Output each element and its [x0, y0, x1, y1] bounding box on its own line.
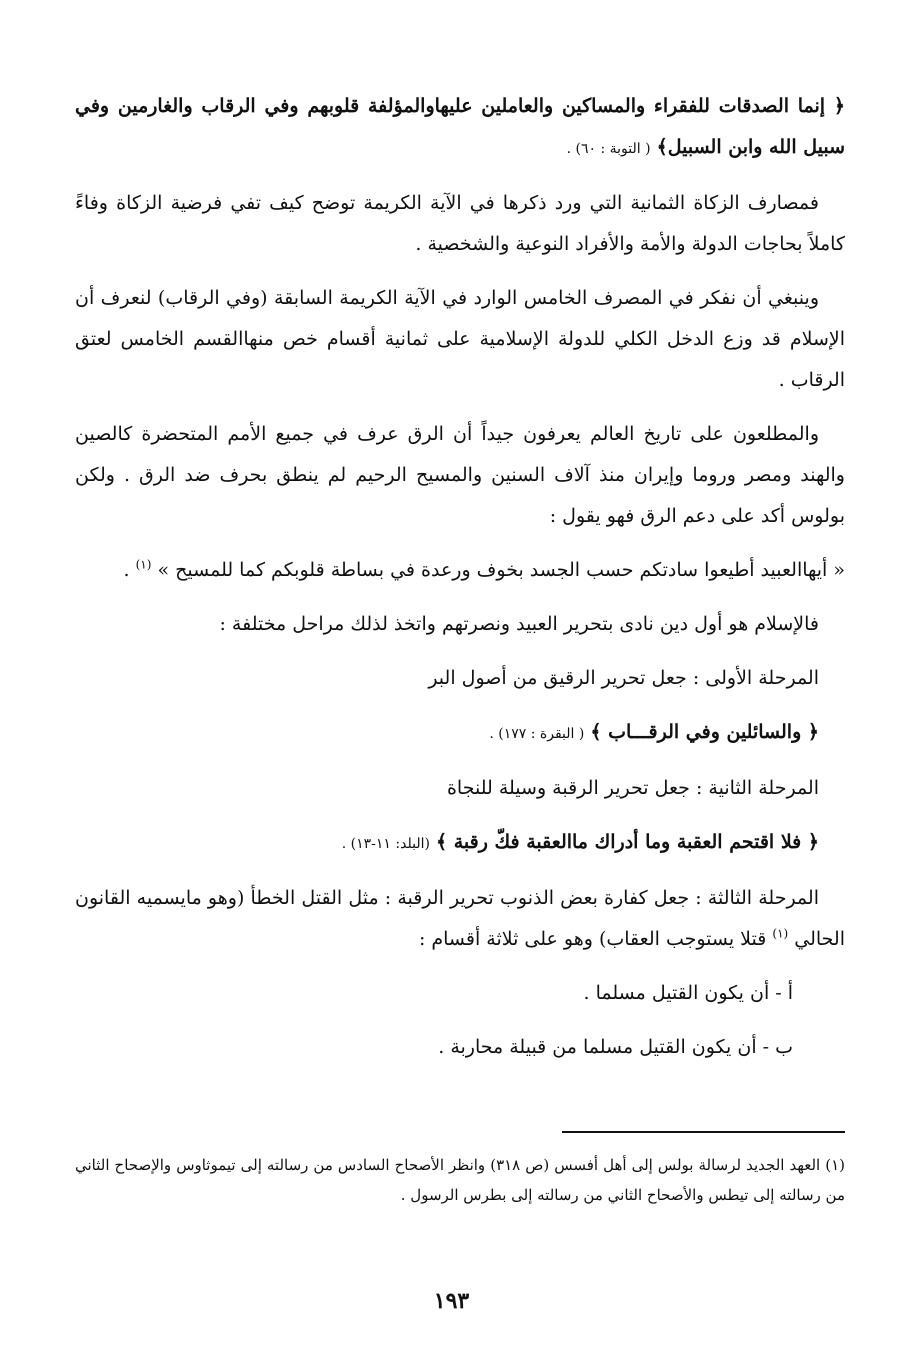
stage-three-text: المرحلة الثالثة : جعل كفارة بعض الذنوب تحرير الرقبة : مثل القتل الخطأ (وهو مايسميه القانون الحالي	[75, 887, 845, 950]
footnote-marker: (١)	[135, 557, 152, 572]
stage-three	[75, 878, 845, 960]
quote-text: « أيهاالعبيد أطيعوا سادتكم حسب الجسد بخوف ورعدة في بساطة قلوبكم كما للمسيح »	[157, 559, 845, 581]
list-item-b: ب - أن يكون القتيل مسلما من قبيلة محاربة .	[438, 1036, 793, 1058]
paragraph-slavery-history: والمطلعون على تاريخ العالم يعرفون جيداً أن الرق عرف في جميع الأمم المتحضرة كالصين والهند ومصر وروما وإيران منذ آلاف السنين والمسيح الرحيم لم ينطق بحرف ضد الرق . ولكن بولوس أكد على دعم الرق فهو يقول :	[75, 423, 845, 527]
footnote-marker: (١)	[772, 926, 789, 941]
stage-three-continuation: قتلا يستوجب العقاب) وهو على ثلاثة أقسام :	[418, 928, 767, 950]
verse-reference: ( البقرة : ١٧٧) .	[489, 726, 585, 742]
paragraph-islam-stages: فالإسلام هو أول دين نادى بتحرير العبيد ونصرتهم واتخذ لذلك مراحل مختلفة :	[219, 613, 819, 635]
footnote	[75, 1150, 845, 1210]
stage-one: المرحلة الأولى : جعل تحرير الرقيق من أصول البر	[428, 667, 819, 689]
quran-verse-balad	[75, 822, 845, 865]
list-item-a: أ - أن يكون القتيل مسلما .	[583, 982, 793, 1004]
paragraph-fifth-category: وينبغي أن نفكر في المصرف الخامس الوارد في الآية الكريمة السابقة (وفي الرقاب) لنعرف أن الإسلام قد وزع الدخل الكلي للدولة الإسلامية على ثمانية أقسام خص منهاالقسم الخامس لعتق الرقاب .	[75, 287, 845, 391]
page-number: ١٩٣	[433, 1288, 470, 1314]
quran-verse-baqarah	[75, 712, 845, 755]
verse-reference: (البلد: ١١-١٣) .	[341, 836, 430, 852]
quote-end: .	[123, 559, 130, 581]
paragraph-zakat-categories: فمصارف الزكاة الثمانية التي ورد ذكرها في الآية الكريمة توضح كيف تفي فرضية الزكاة وفاءً كاملاً بحاجات الدولة والأمة والأفراد النوعية والشخصية .	[75, 192, 845, 255]
stage-two: المرحلة الثانية : جعل تحرير الرقبة وسيلة للنجاة	[446, 777, 819, 799]
footnote-text: (١) العهد الجديد لرسالة بولس إلى أهل أفسس (ص ٣١٨) وانظر الأصحاح السادس من رسالته إلى تيموثاوس والإصحاح الثاني من رسالته إلى تيطس والأصحاح الثاني من رسالته إلى بطرس الرسول .	[75, 1156, 846, 1204]
verse-text: ﴿ والسائلين وفي الرقـــاب ﴾	[590, 721, 819, 743]
verse-text: ﴿ إنما الصدقات للفقراء والمساكين والعاملين عليهاوالمؤلفة قلوبهم وفي الرقاب والغارمين وفي سبيل الله وابن السبيل﴾	[75, 95, 845, 158]
verse-reference: ( التوبة : ٦٠) .	[566, 141, 651, 157]
paul-quote	[75, 550, 845, 591]
verse-text: ﴿ فلا اقتحم العقبة وما أدراك ماالعقبة فكّ رقبة ﴾	[436, 831, 819, 853]
quran-verse-tawbah	[75, 86, 845, 170]
footnote-separator	[562, 1131, 845, 1133]
main-text	[75, 86, 845, 1081]
